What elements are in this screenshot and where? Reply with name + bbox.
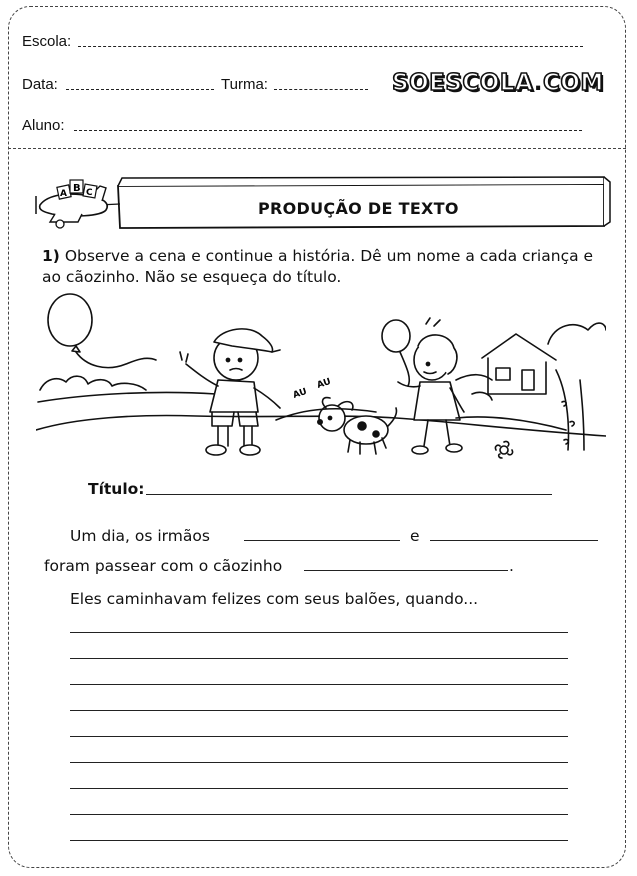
sibling-name-field-2[interactable] — [430, 540, 598, 541]
aluno-label: Aluno: — [22, 117, 65, 134]
logo-text-com: COM — [542, 70, 604, 96]
logo-dot: . — [533, 70, 543, 96]
writing-line[interactable] — [70, 788, 568, 789]
dog-bark-2: AU — [315, 377, 333, 391]
writing-line[interactable] — [70, 684, 568, 685]
svg-text:B: B — [73, 183, 81, 194]
scene-illustration — [36, 290, 606, 470]
instruction — [42, 246, 612, 288]
banner-title: PRODUÇÃO DE TEXTO — [258, 199, 459, 218]
titulo-field[interactable] — [146, 494, 552, 495]
svg-text:C: C — [86, 188, 93, 198]
story-line2-end: . — [509, 557, 514, 575]
writing-line[interactable] — [70, 658, 568, 659]
writing-line[interactable] — [70, 814, 568, 815]
data-label: Data: — [22, 76, 58, 93]
writing-line[interactable] — [70, 632, 568, 633]
writing-line[interactable] — [70, 840, 568, 841]
turma-label: Turma: — [221, 76, 268, 93]
story-line3-text: Eles caminhavam felizes com seus balões, quando... — [70, 590, 479, 608]
instruction-number: 1) — [42, 247, 60, 265]
sibling-name-field-1[interactable] — [244, 540, 400, 541]
dog-name-field[interactable] — [304, 570, 508, 571]
story-line1-conjunction: e — [410, 527, 420, 545]
writing-line[interactable] — [70, 762, 568, 763]
story-line1-text: Um dia, os irmãos — [70, 527, 210, 545]
dog-bark-1: AU — [291, 387, 309, 401]
titulo-label: Título: — [88, 480, 145, 498]
svg-text:A: A — [60, 189, 67, 199]
story-line2-text: foram passear com o cãozinho — [44, 557, 283, 575]
escola-label: Escola: — [22, 33, 72, 50]
writing-line[interactable] — [70, 710, 568, 711]
logo-text-main: SOESCOLA — [392, 70, 534, 96]
writing-line[interactable] — [70, 736, 568, 737]
instruction-text: Observe a cena e continue a história. Dê um nome a cada criança e ao cãozinho. Não se esqueça do título. — [42, 247, 594, 286]
